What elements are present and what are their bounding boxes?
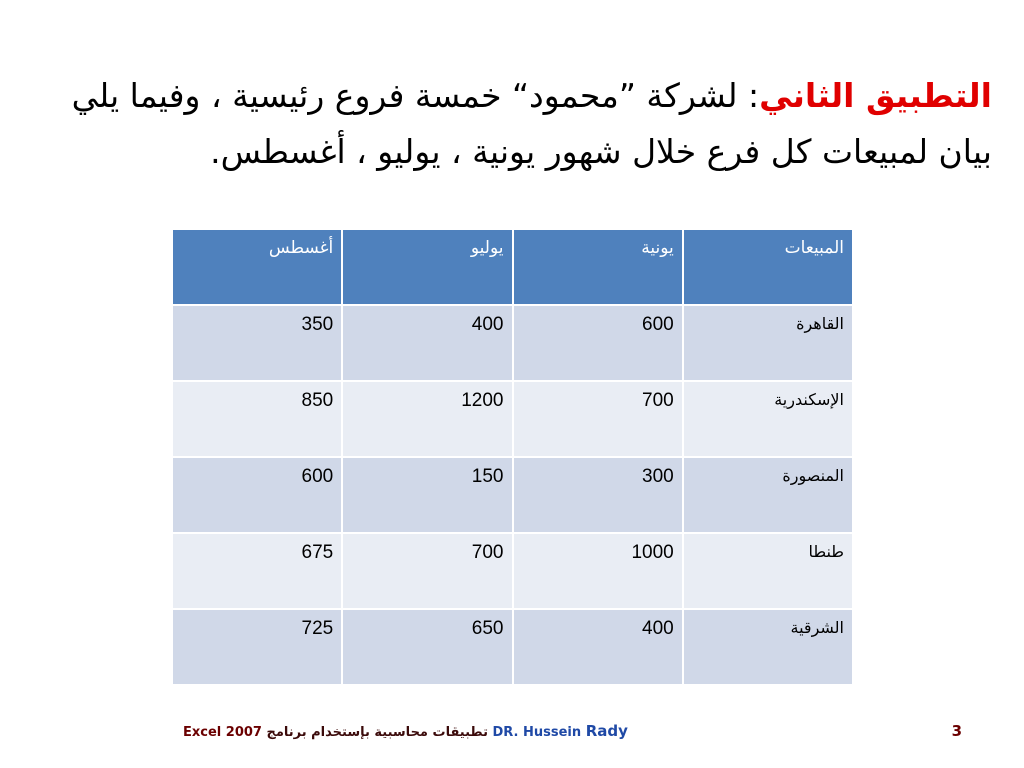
footer-surname: Rady — [585, 722, 628, 740]
branch-cell: الشرقية — [683, 609, 853, 685]
branch-cell: القاهرة — [683, 305, 853, 381]
title-text: لشركة ”محمود“ خمسة فروع رئيسية ، وفيما يلي بيان لمبيعات كل فرع خلال شهور يونية ، يوليو ، أغسطس. — [71, 76, 992, 171]
header-sales: المبيعات — [683, 229, 853, 305]
table-row — [172, 457, 853, 533]
slide-footer — [183, 722, 628, 740]
footer-doctor: DR. Hussein — [492, 725, 582, 740]
june-cell: 300 — [513, 457, 683, 533]
june-cell: 400 — [513, 609, 683, 685]
branch-cell: طنطا — [683, 533, 853, 609]
june-cell: 1000 — [513, 533, 683, 609]
header-july: يوليو — [342, 229, 512, 305]
table-row — [172, 381, 853, 457]
july-cell: 700 — [342, 533, 512, 609]
august-cell: 600 — [172, 457, 342, 533]
title-colon: : — [748, 76, 760, 115]
slide-title — [60, 68, 992, 180]
july-cell: 150 — [342, 457, 512, 533]
table-row — [172, 609, 853, 685]
sales-table — [171, 228, 854, 686]
august-cell: 850 — [172, 381, 342, 457]
footer-arabic: تطبيقات محاسبية بإستخدام برنامج — [266, 725, 488, 740]
page-number: 3 — [951, 722, 962, 740]
july-cell: 400 — [342, 305, 512, 381]
july-cell: 650 — [342, 609, 512, 685]
august-cell: 350 — [172, 305, 342, 381]
title-highlight: التطبيق الثاني — [759, 76, 992, 115]
august-cell: 725 — [172, 609, 342, 685]
branch-cell: المنصورة — [683, 457, 853, 533]
table-row — [172, 305, 853, 381]
june-cell: 700 — [513, 381, 683, 457]
july-cell: 1200 — [342, 381, 512, 457]
table-header-row — [172, 229, 853, 305]
branch-cell: الإسكندرية — [683, 381, 853, 457]
footer-excel: Excel 2007 — [183, 725, 262, 740]
table-row — [172, 533, 853, 609]
august-cell: 675 — [172, 533, 342, 609]
header-june: يونية — [513, 229, 683, 305]
june-cell: 600 — [513, 305, 683, 381]
header-august: أغسطس — [172, 229, 342, 305]
